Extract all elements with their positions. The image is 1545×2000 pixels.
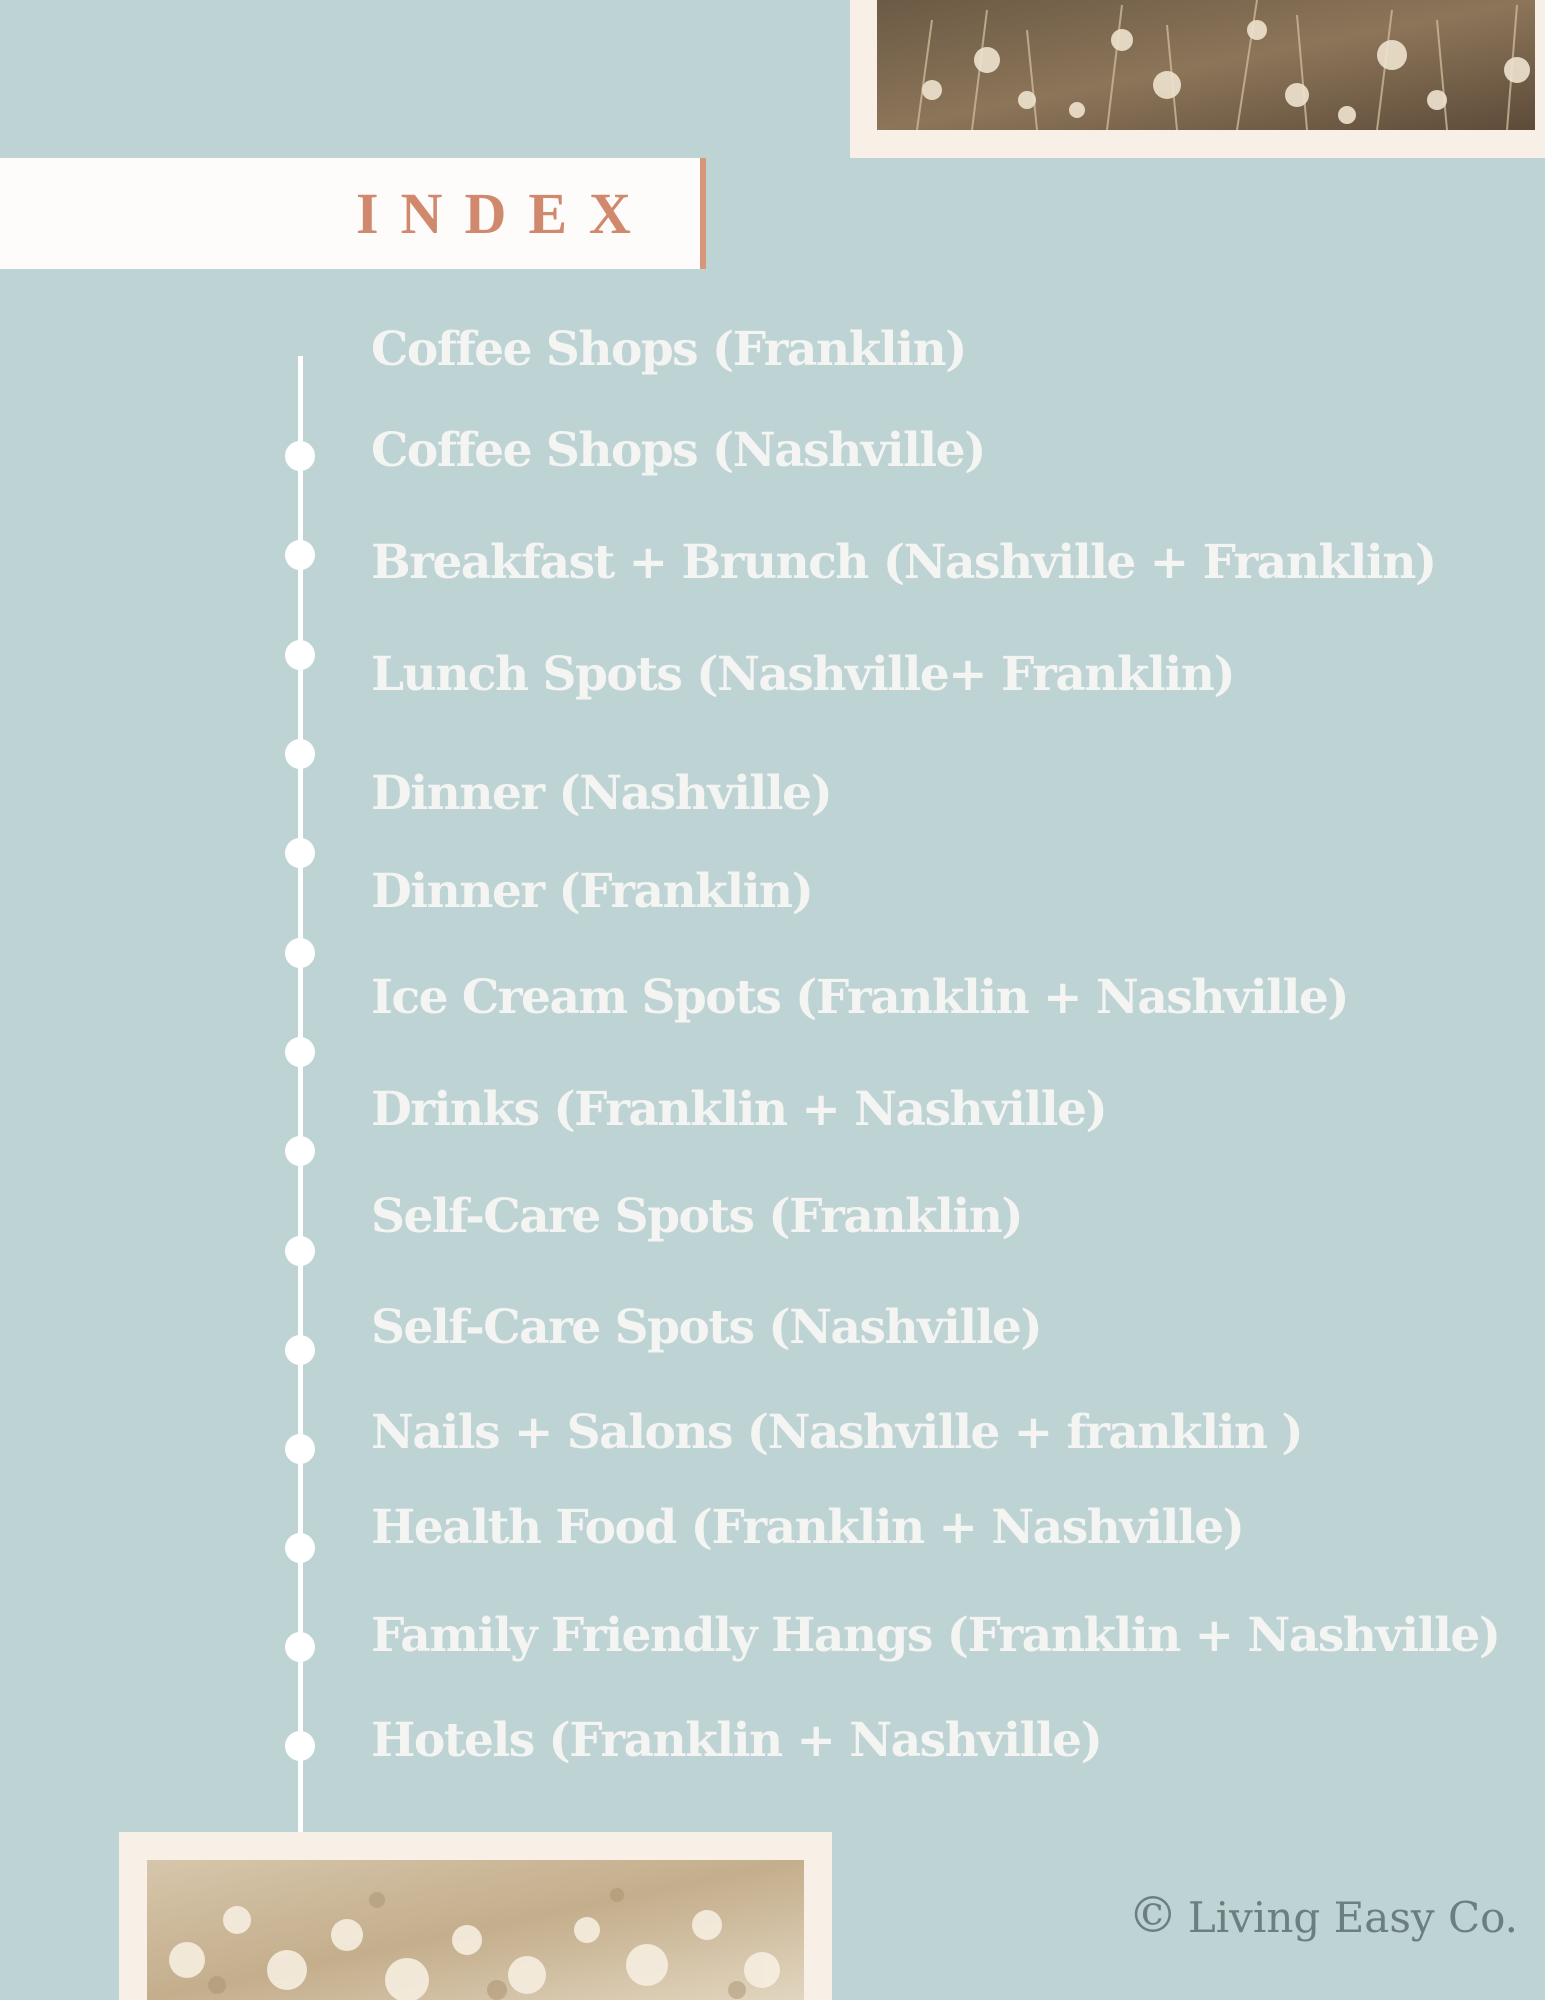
index-item-dinner-franklin[interactable]: Dinner (Franklin) xyxy=(371,864,813,919)
index-item-hotels[interactable]: Hotels (Franklin + Nashville) xyxy=(371,1713,1102,1768)
brand-name: Living Easy Co. xyxy=(1187,1893,1518,1942)
banner-accent-bar xyxy=(700,158,706,269)
index-item-coffee-nashville[interactable]: Coffee Shops (Nashville) xyxy=(371,423,985,478)
index-item-nails-salons[interactable]: Nails + Salons (Nashville + franklin ) xyxy=(371,1405,1303,1460)
timeline-line xyxy=(298,356,303,1832)
index-item-family-friendly[interactable]: Family Friendly Hangs (Franklin + Nashville) xyxy=(371,1608,1500,1663)
timeline-dot xyxy=(285,540,315,570)
timeline-dot xyxy=(285,1434,315,1464)
timeline-dot xyxy=(285,1731,315,1761)
timeline-dot xyxy=(285,1335,315,1365)
timeline-dot xyxy=(285,640,315,670)
index-item-self-care-nashville[interactable]: Self-Care Spots (Nashville) xyxy=(371,1300,1042,1355)
bottom-dried-flowers-photo xyxy=(147,1860,804,2000)
index-item-drinks[interactable]: Drinks (Franklin + Nashville) xyxy=(371,1082,1107,1137)
index-item-self-care-franklin[interactable]: Self-Care Spots (Franklin) xyxy=(371,1189,1023,1244)
timeline-dot xyxy=(285,1236,315,1266)
timeline-dot xyxy=(285,938,315,968)
index-item-ice-cream[interactable]: Ice Cream Spots (Franklin + Nashville) xyxy=(371,970,1348,1025)
timeline-dot xyxy=(285,1533,315,1563)
page-title: INDEX xyxy=(356,181,653,246)
index-item-lunch-spots[interactable]: Lunch Spots (Nashville+ Franklin) xyxy=(371,647,1235,702)
copyright-notice xyxy=(1128,1886,1518,1944)
index-item-breakfast-brunch[interactable]: Breakfast + Brunch (Nashville + Franklin) xyxy=(371,535,1436,590)
copyright-icon: © xyxy=(1127,1886,1178,1944)
timeline-dot xyxy=(285,441,315,471)
timeline-dot xyxy=(285,838,315,868)
timeline-dot xyxy=(285,1037,315,1067)
top-dried-flowers-photo xyxy=(877,0,1535,130)
index-item-coffee-franklin[interactable]: Coffee Shops (Franklin) xyxy=(371,322,966,377)
index-item-dinner-nashville[interactable]: Dinner (Nashville) xyxy=(371,766,832,821)
timeline-dot xyxy=(285,739,315,769)
index-item-health-food[interactable]: Health Food (Franklin + Nashville) xyxy=(371,1500,1244,1555)
timeline-dot xyxy=(285,1136,315,1166)
timeline-dot xyxy=(285,1632,315,1662)
